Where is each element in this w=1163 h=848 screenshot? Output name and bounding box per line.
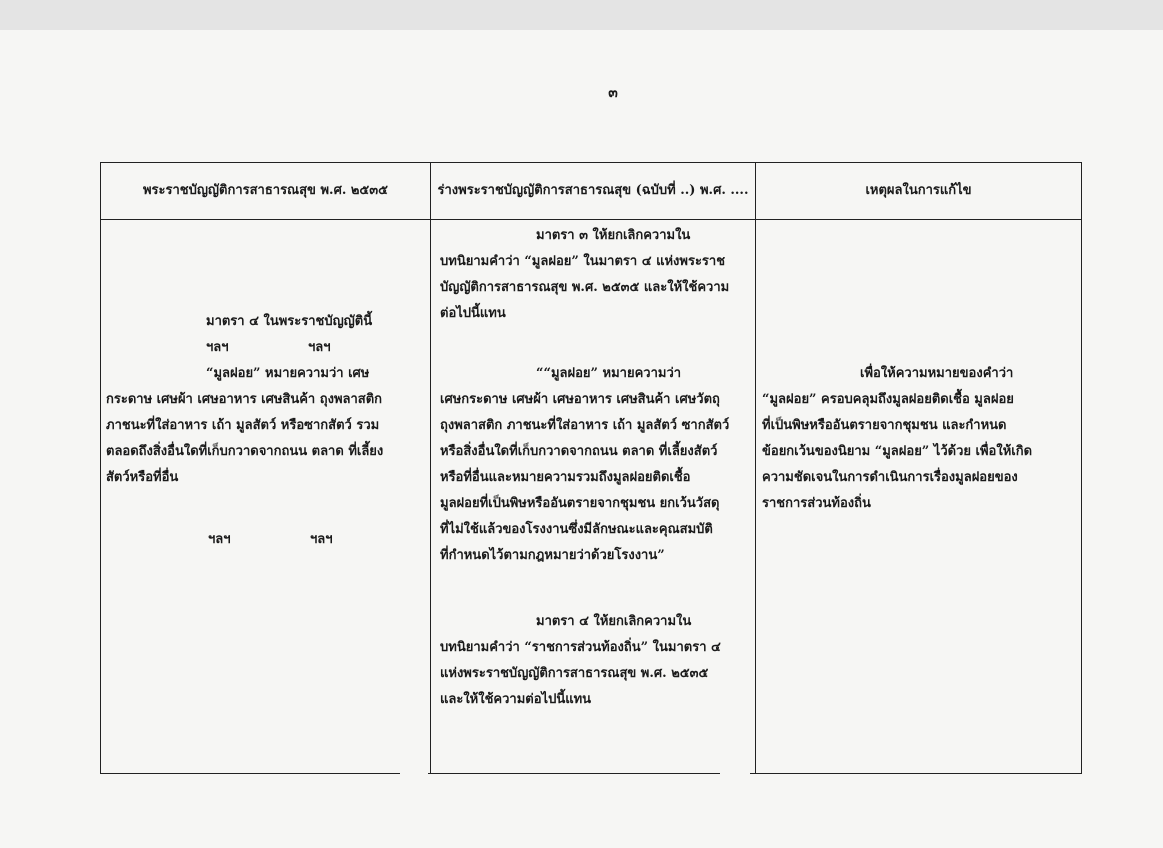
col1-section-title: มาตรา ๔ ในพระราชบัญญัตินี้ bbox=[206, 314, 373, 329]
scan-margin bbox=[0, 0, 1163, 30]
header-draft-act: ร่างพระราชบัญญัติการสาธารณสุข (ฉบับที่ ..) พ.ศ. .... bbox=[437, 183, 749, 198]
col2-section4-title: มาตรา ๔ ให้ยกเลิกความใน bbox=[536, 614, 692, 629]
col1-definition-line: ตลอดถึงสิ่งอื่นใดที่เก็บกวาดจากถนน ตลาด ที่เลี้ยง bbox=[106, 444, 384, 459]
page-number: ๓ bbox=[608, 85, 618, 101]
header-reason: เหตุผลในการแก้ไข bbox=[865, 183, 972, 198]
col3-reason-line: “มูลฝอย” ครอบคลุมถึงมูลฝอยติดเชื้อ มูลฝอย bbox=[762, 392, 1014, 407]
border-gap bbox=[400, 768, 428, 778]
header-current-act: พระราชบัญญัติการสาธารณสุข พ.ศ. ๒๕๓๕ bbox=[142, 183, 389, 198]
col1-definition-line: ภาชนะที่ใส่อาหาร เถ้า มูลสัตว์ หรือซากสัตว์ รวม bbox=[106, 418, 380, 433]
col3-reason-line: ที่เป็นพิษหรืออันตรายจากชุมชน และกำหนด bbox=[762, 418, 1007, 433]
header-divider bbox=[101, 219, 1081, 220]
col1-definition-line: สัตว์หรือที่อื่น bbox=[106, 470, 179, 485]
col2-definition-line: ที่กำหนดไว้ตามกฎหมายว่าด้วยโรงงาน” bbox=[440, 548, 665, 563]
col2-definition-line: มูลฝอยที่เป็นพิษหรืออันตรายจากชุมชน ยกเว้นวัสดุ bbox=[440, 496, 720, 511]
col3-reason-line: ข้อยกเว้นของนิยาม “มูลฝอย” ไว้ด้วย เพื่อให้เกิด bbox=[762, 444, 1033, 459]
col2-definition-line: หรือสิ่งอื่นใดที่เก็บกวาดจากถนน ตลาด ที่เลี้ยงสัตว์ bbox=[440, 444, 718, 459]
col2-section3-title: มาตรา ๓ ให้ยกเลิกความใน bbox=[536, 228, 691, 243]
col3-reason-line: ราชการส่วนท้องถิ่น bbox=[762, 496, 871, 511]
col2-section4-line: แห่งพระราชบัญญัติการสาธารณสุข พ.ศ. ๒๕๓๕ bbox=[440, 666, 709, 681]
ellipsis-mark: ฯลฯ bbox=[308, 340, 331, 355]
col2-section4-line: บทนิยามคำว่า “ราชการส่วนท้องถิ่น” ในมาตรา ๔ bbox=[440, 640, 721, 655]
col2-definition-line: หรือที่อื่นและหมายความรวมถึงมูลฝอยติดเชื้อ bbox=[440, 470, 691, 485]
col2-definition-line: ““มูลฝอย” หมายความว่า bbox=[536, 366, 682, 381]
col1-definition-line: “มูลฝอย” หมายความว่า เศษ bbox=[206, 366, 370, 381]
column-divider bbox=[430, 163, 431, 773]
border-gap bbox=[720, 768, 750, 778]
ellipsis-mark: ฯลฯ bbox=[206, 340, 229, 355]
col3-reason-line: เพื่อให้ความหมายของคำว่า bbox=[860, 366, 1014, 381]
col2-definition-line: ที่ไม่ใช้แล้วของโรงงานซึ่งมีลักษณะและคุณสมบัติ bbox=[440, 522, 713, 537]
ellipsis-mark: ฯลฯ bbox=[310, 532, 333, 547]
col2-section3-line: ต่อไปนี้แทน bbox=[440, 306, 506, 321]
col2-section4-line: และให้ใช้ความต่อไปนี้แทน bbox=[440, 692, 592, 707]
col2-section3-line: บทนิยามคำว่า “มูลฝอย” ในมาตรา ๔ แห่งพระราช bbox=[440, 254, 726, 269]
column-divider bbox=[755, 163, 756, 773]
ellipsis-mark: ฯลฯ bbox=[208, 532, 231, 547]
col2-section3-line: บัญญัติการสาธารณสุข พ.ศ. ๒๕๓๕ และให้ใช้ความ bbox=[440, 280, 730, 295]
col1-definition-line: กระดาษ เศษผ้า เศษอาหาร เศษสินค้า ถุงพลาสติก bbox=[106, 392, 383, 407]
col2-definition-line: เศษกระดาษ เศษผ้า เศษอาหาร เศษสินค้า เศษวัตถุ bbox=[440, 392, 720, 407]
col3-reason-line: ความชัดเจนในการดำเนินการเรื่องมูลฝอยของ bbox=[762, 470, 1018, 485]
col2-definition-line: ถุงพลาสติก ภาชนะที่ใส่อาหาร เถ้า มูลสัตว์ ซากสัตว์ bbox=[440, 418, 730, 433]
